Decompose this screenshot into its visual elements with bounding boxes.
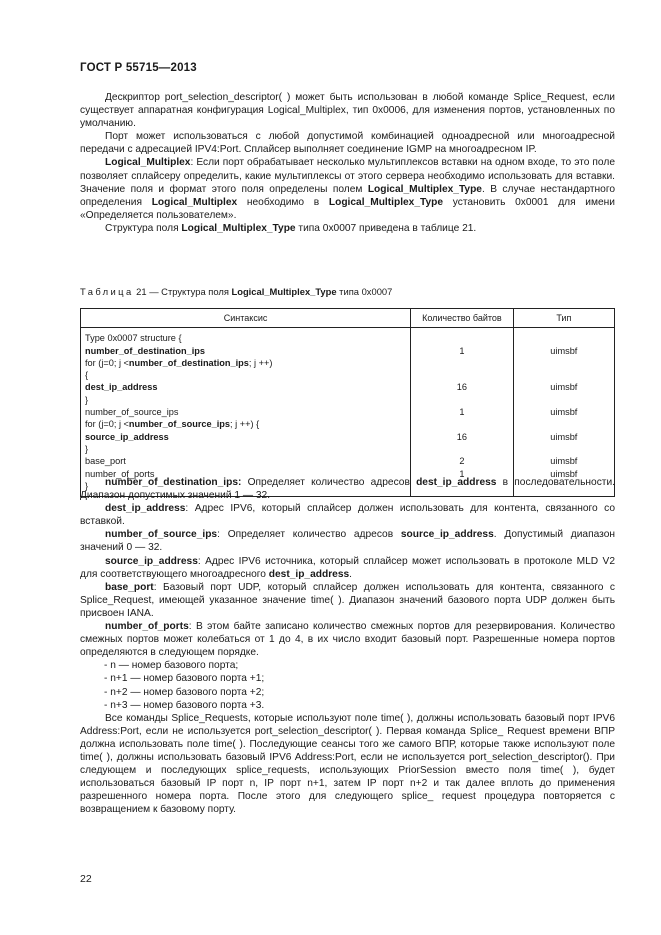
header-bytes: Количество байтов bbox=[411, 309, 514, 328]
table-row: { bbox=[81, 369, 615, 381]
paragraph-table-ref: Структура поля Logical_Multiplex_Type типа 0x0007 приведена в таблице 21. bbox=[105, 222, 477, 234]
table-row: dest_ip_address 16 uimsbf bbox=[81, 381, 615, 393]
header-type: Тип bbox=[513, 309, 614, 328]
table-row: number_of_ports 1 uimsbf bbox=[81, 468, 615, 480]
definition-dest-ips: number_of_destination_ips: Определяет количество адресов dest_ip_address в последовательности. Диапазон допустимых значений 1 — 32. bbox=[80, 477, 615, 502]
table-row: base_port 2 uimsbf bbox=[81, 455, 615, 467]
definition-dest-ip-address: dest_ip_address: Адрес IPV6, который сплайсер должен использовать для контента, связанного со вставкой. bbox=[80, 503, 615, 528]
table-header-row bbox=[81, 309, 615, 328]
table-row: for (j=0; j <number_of_source_ips; j ++) { bbox=[81, 418, 615, 430]
paragraph-descriptor: Дескриптор port_selection_descriptor( ) может быть использован в любой команде Splice_Request, если существует аппаратная конфигурация Logical_Multiplex, тип 0x0006, для изменения портов, установленных по умолчанию. bbox=[80, 92, 615, 130]
definitions-text bbox=[80, 476, 615, 816]
page-number: 22 bbox=[80, 873, 92, 885]
intro-text bbox=[80, 91, 615, 235]
list-item: - n+3 — номер базового порта +3. bbox=[104, 699, 265, 711]
table-row: } bbox=[81, 480, 615, 497]
paragraph-splice-requests: Все команды Splice_Requests, которые используют поле time( ), должны использовать базовый порт IPV6 Address:Port, если не используется port_selection_descriptor( ). Первая команда Splice_ Request времени ВПР должна использовать поле time( ). Последующие сеансы того же самого ВПР, которые также используют поле time( ), должны использовать базовый IPV6 Address:Port, если не используется port_selection_descriptor(). При следующем и последующих splice_requests, использующих PriorSession вместо поля time( ), будет использоваться базовый IP порт n, IP порт n+1, затем IP порт n+2 и так далее вплоть до применения разрешенного номера порта. После этого для следующего splice_ request процедура повторяется с возвращением к базовому порту. bbox=[80, 712, 615, 816]
paragraph-logical-multiplex: Logical_Multiplex: Если порт обрабатывает несколько мультиплексов вставки на одном входе, то это поле позволяет сплайсеру определить, какие мультиплексы от этого сервера необходимо использовать для вставки. Значение поля и формат этого поля определены полем Logical_Multiplex_Type. В случае нестандартного определения Logical_Multiplex необходимо в Logical_Multiplex_Type установить 0x0001 для имени «Определяется пользователем». bbox=[80, 157, 615, 221]
list-item: - n+1 — номер базового порта +1; bbox=[104, 673, 265, 685]
structure-table bbox=[80, 308, 615, 497]
table-row: number_of_destination_ips 1 uimsbf bbox=[81, 345, 615, 357]
term-logical-multiplex: Logical_Multiplex bbox=[105, 157, 191, 169]
header-syntax: Синтаксис bbox=[81, 309, 411, 328]
paragraph-port: Порт может использоваться с любой допустимой комбинацией одноадресной или многоадресной передачи с адресацией IPV4:Port. Сплайсер выполняет соединение IGMP на многоадресном IP. bbox=[80, 131, 615, 156]
definition-source-ips: number_of_source_ips: Определяет количество адресов source_ip_address. Допустимый диапазон значений 0 — 32. bbox=[80, 529, 616, 554]
table-caption: Таблица 21 — Структура поля Logical_Multiplex_Type типа 0x0007 bbox=[80, 286, 393, 297]
definition-base-port: base_port: Базовый порт UDP, который сплайсер должен использовать для контента, связанного с Splice_Request, имеющей указанное значение time( ). Диапазон значений базового порта UDP должен быть присвоен IANA. bbox=[80, 581, 615, 619]
table-row: number_of_source_ips 1 uimsbf bbox=[81, 406, 615, 418]
list-item: - n+2 — номер базового порта +2; bbox=[104, 686, 265, 698]
definition-source-ip-address: source_ip_address: Адрес IPV6 источника, который сплайсер может использовать в протоколе MLD V2 для соответствующего многоадресного dest_ip_address. bbox=[80, 555, 615, 580]
table-row: } bbox=[81, 394, 615, 406]
standard-header: ГОСТ Р 55715—2013 bbox=[80, 62, 197, 74]
definition-number-of-ports: number_of_ports: В этом байте записано количество смежных портов для резервирования. Количество смежных портов может колебаться от 1 до 4, в их число входит базовый порт. Разрешенные номера портов определяются в следующем порядке. bbox=[80, 621, 615, 659]
table-row: for (j=0; j <number_of_destination_ips; j ++) bbox=[81, 357, 615, 369]
table-row: source_ip_address 16 uimsbf bbox=[81, 431, 615, 443]
list-item: - n — номер базового порта; bbox=[104, 660, 239, 672]
table-row: Type 0x0007 structure { bbox=[81, 328, 615, 345]
table-row: } bbox=[81, 443, 615, 455]
